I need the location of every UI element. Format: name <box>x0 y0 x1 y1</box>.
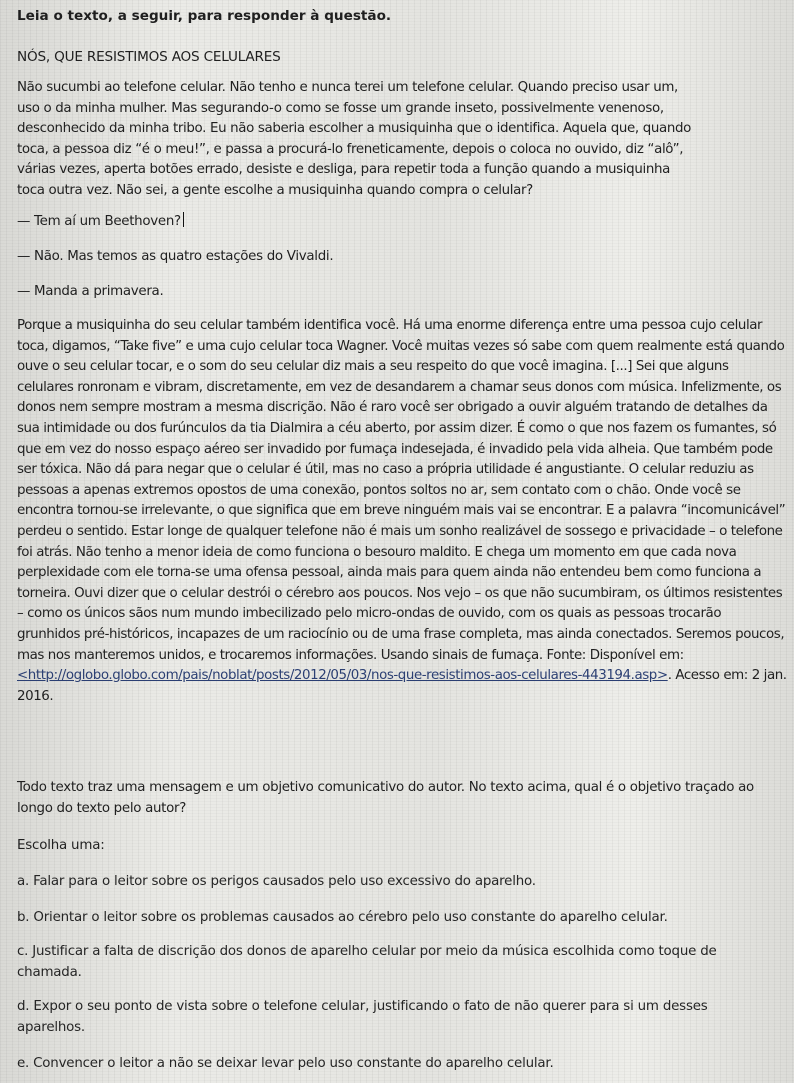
text-title: NÓS, QUE RESISTIMOS AOS CELULARES <box>17 49 281 65</box>
paragraph-1: Não sucumbi ao telefone celular. Não tenho e nunca terei um telefone celular. Quando preciso usar um, uso o da minha mulher. Mas segurando-o como se fosse um grande inseto, possivelmente venenoso, desconhecido da minha tribo. Eu não saberia escolher a musiquinha que o identifica. Aquela que, quando toca, a pessoa diz “é o meu!”, e passa a procurá-lo freneticamente, depois o coloca no ouvido, diz “alô”, várias vezes, aperta botões errado, desiste e desliga, para repetir toda a função quando a musiquinha toca outra vez. Não sei, a gente escolhe a musiquinha quando compra o celular? <box>17 80 691 198</box>
dialogue-line-1-text: — Tem aí um Beethoven? <box>17 214 181 229</box>
option-b[interactable]: b. Orientar o leitor sobre os problemas causados ao cérebro pelo uso constante do aparelho celular. <box>17 910 668 925</box>
paragraph-2-body: Porque a musiquinha do seu celular também identifica você. Há uma enorme diferença entre uma pessoa cujo celular toca, digamos, “Take five” e uma cujo celular toca Wagner. Você muitas vezes só sabe com quem realmente está quando ouve o seu celular tocar, e o som do seu celular diz mais a seu respeito do que você imagina. [...] Sei que alguns celulares ronronam e vibram, discretamente, em vez de desandarem a chamar seus donos com música. Infelizmente, os donos nem sempre mostram a mesma discrição. Não é raro você ser obrigado a ouvir alguém tratando de detalhes da sua intimidade ou dos furúnculos da tia Dialmira a céu aberto, por assim dizer. É como o que nos fazem os fumantes, só que em vez do nosso espaço aéreo ser invadido por fumaça indesejada, é invadido pela vida alheia. Que também pode ser tóxica. Não dá para negar que o celular é útil, mas no caso a própria utilidade é angustiante. O celular reduziu as pessoas a apenas extremos opostos de uma conexão, pontos soltos no ar, sem contato com o chão. Onde você se encontra tornou-se irrelevante, o que significa que em breve ninguém mais vai se encontrar. E a palavra “incomunicável” perdeu o sentido. Estar longe de qualquer telefone não é mais um sonho realizável de sossego e privacidade – o telefone foi atrás. Não tenho a menor ideia de como funciona o besouro maldito. E chega um momento em que cada nova perplexidade com ele torna-se uma ofensa pessoal, ainda mais para quem ainda não entendeu bem como funciona a torneira. Ouvi dizer que o celular destrói o cérebro aos poucos. Nos vejo – os que não sucumbiram, os últimos resistentes – como os únicos sãos num mundo imbecilizado pelo micro-ondas de ouvido, com os quais as pessoas trocarão grunhidos pré-históricos, incapazes de um raciocínio ou de uma frase completa, mas ainda conectados. Seremos poucos, mas nos manteremos unidos, e trocaremos informações. Usando sinais de fumaça. Fonte: Disponível em: <box>17 318 786 663</box>
paragraph-2 <box>17 316 787 707</box>
option-a[interactable]: a. Falar para o leitor sobre os perigos causados pelo uso excessivo do aparelho. <box>17 874 536 889</box>
option-c[interactable]: c. Justificar a falta de discrição dos donos de aparelho celular por meio da música escolhida como toque de chamada. <box>17 944 717 980</box>
option-d[interactable]: d. Expor o seu ponto de vista sobre o telefone celular, justificando o fato de não querer para si um desses aparelhos. <box>17 999 708 1035</box>
choose-label: Escolha uma: <box>17 838 105 853</box>
instruction-text: Leia o texto, a seguir, para responder à questão. <box>17 8 392 24</box>
option-e[interactable]: e. Convencer o leitor a não se deixar levar pelo uso constante do aparelho celular. <box>17 1056 554 1071</box>
dialogue-line-1 <box>17 212 184 232</box>
access-date: . Acesso em: 2 jan. 2016. <box>17 668 787 704</box>
question-text: Todo texto traz uma mensagem e um objetivo comunicativo do autor. No texto acima, qual é o objetivo traçado ao longo do texto pelo autor? <box>17 780 754 816</box>
source-link[interactable]: <http://oglobo.globo.com/pais/noblat/posts/2012/05/03/nos-que-resistimos-aos-celulares-443194.asp> <box>17 668 668 684</box>
dialogue-line-2: — Não. Mas temos as quatro estações do Vivaldi. <box>17 249 334 264</box>
text-cursor <box>183 212 184 227</box>
dialogue-line-3: — Manda a primavera. <box>17 284 164 299</box>
